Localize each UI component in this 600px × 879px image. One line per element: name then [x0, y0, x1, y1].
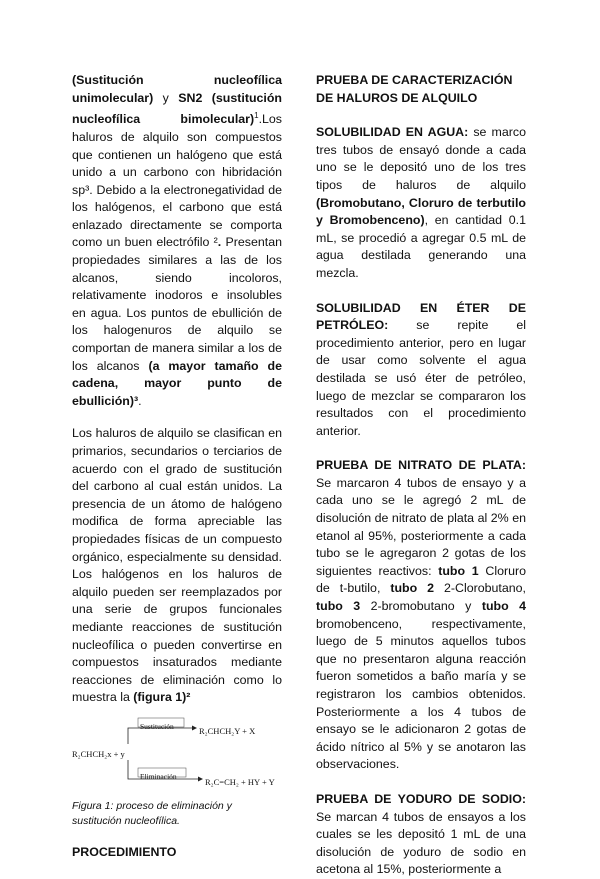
- text-run: se marco tres tubos de ensayó donde a cada uno se le depositó uno de los tres tipos de haluros de alquilo: [316, 125, 526, 192]
- sodium-iodide-paragraph: [316, 791, 526, 879]
- procedure-heading: PROCEDIMIENTO: [72, 844, 177, 859]
- tube-label: tubo 3: [316, 599, 361, 614]
- reaction-figure: [72, 715, 282, 789]
- right-column: [316, 72, 526, 879]
- silver-nitrate-paragraph: [316, 457, 526, 774]
- ether-solubility-paragraph: [316, 300, 526, 441]
- halide-list: (Bromobutano, Cloruro de terbutilo y Bromobenceno): [316, 195, 526, 228]
- text-run: .: [217, 235, 222, 250]
- tube-label: tubo 2: [390, 581, 435, 596]
- text-run: bromobenceno, respectivamente, luego de 5 minutos aquellos tubos que no presentaron alguna reacción fueron sometidos a baño maría y se registraron los cambios obtenidos. Posteriormente a los 4 tubos de ensayo se le adicionaron 2 gotas de ácido nítrico al 5% y se anotaron las observaciones.: [316, 616, 526, 772]
- text-run: , en cantidad 0.1 mL, se procedió a agregar 0.5 mL de agua destilada generando una mezcla.: [316, 213, 526, 280]
- substitution-label: Sustitución: [140, 721, 174, 731]
- reactant-label: R₂CHCH₂x + y: [72, 748, 125, 759]
- text-run: y: [153, 90, 179, 105]
- text-run: Cloruro de t-butilo,: [316, 563, 527, 596]
- section-heading: PRUEBA DE CARACTERIZACIÓN DE HALUROS DE ALQUILO: [316, 73, 513, 105]
- text-run: Se marcaron 4 tubos de ensayo y a cada uno se le agregó 2 mL de disolución de nitrato de plata al 2% en etanol al 95%, posteriormente a cada tubo se le agregaron 2 gotas de los siguientes reactivos:: [316, 475, 526, 578]
- sn2-term: SN2 (sustitución nucleofílica bimolecular): [72, 90, 282, 127]
- text-run: se repite el procedimiento anterior, pero en lugar de usar como solvente el agua destilada se usó éter de petróleo, luego de mezclar se compararon los resultados con el procedimiento anterior.: [316, 318, 526, 438]
- substitution-product: R₂CHCH₂Y + X: [199, 725, 256, 736]
- tube-label: tubo 4: [481, 599, 526, 614]
- subheading: PRUEBA DE NITRATO DE PLATA:: [316, 458, 526, 473]
- citation-superscript: 1: [254, 111, 259, 121]
- figure-caption: Figura 1: proceso de eliminación y sustitución nucleofílica.: [72, 799, 232, 827]
- subheading: SOLUBILIDAD EN ÉTER DE PETRÓLEO:: [316, 300, 526, 333]
- text-run: Presentan propiedades similares a las de los alcanos, siendo incoloros, relativamente inodoros e insolubles en agua. Los puntos de ebullición de los halogenuros de alquilo se comportan de manera similar a los de los alcanos: [72, 235, 282, 373]
- intro-paragraph: [72, 72, 282, 410]
- text-run: 2-bromobutano y: [360, 599, 482, 614]
- elimination-label: Eliminación: [140, 771, 177, 781]
- text-run: 2-Clorobutano,: [434, 581, 526, 596]
- sn1-term: (Sustitución nucleofílica unimolecular): [72, 73, 282, 105]
- subheading: PRUEBA DE YODURO DE SODIO:: [316, 791, 526, 806]
- text-run: Los haluros de alquilo se clasifican en primarios, secundarios o terciarios de acuerdo con el grado de sustitución del carbono al cual están unidos. La presencia de un átomo de halógeno modifica de forma apreciable las propiedades físicas de un compuesto orgánico, especialmente su densidad. Los halógenos en los haluros de alquilo pueden ser reemplazados por una serie de grupos funcionales mediante reacciones de sustitución nucleofílica o pueden convertirse en compuestos insaturados mediante reacciones de eliminación como lo muestra la: [72, 426, 282, 705]
- figure-reference: (figura 1)²: [133, 690, 191, 705]
- classification-paragraph: [72, 425, 282, 707]
- text-run: Se marcan 4 tubos de ensayos a los cuales se les depositó 1 mL de una disolución de yoduro de sodio en acetona al 15%, posteriormente a: [316, 809, 526, 877]
- text-run: .: [138, 393, 142, 408]
- left-column: [72, 72, 282, 862]
- water-solubility-paragraph: [316, 124, 526, 282]
- tube-label: tubo 1: [438, 563, 479, 578]
- subheading: SOLUBILIDAD EN AGUA:: [316, 125, 469, 140]
- elimination-product: R₂C=CH₂ + HY + Y: [205, 776, 275, 787]
- text-run: .Los haluros de alquilo son compuestos que contienen un halógeno que está unido a un carbono con hibridación sp³. Debido a la electronegatividad de los halógenos, el carbono que está enlazado directamente se comporta como un buen electrófilo ²: [72, 112, 282, 250]
- boiling-point-note: (a mayor tamaño de cadena, mayor punto de ebullición)³: [72, 358, 282, 408]
